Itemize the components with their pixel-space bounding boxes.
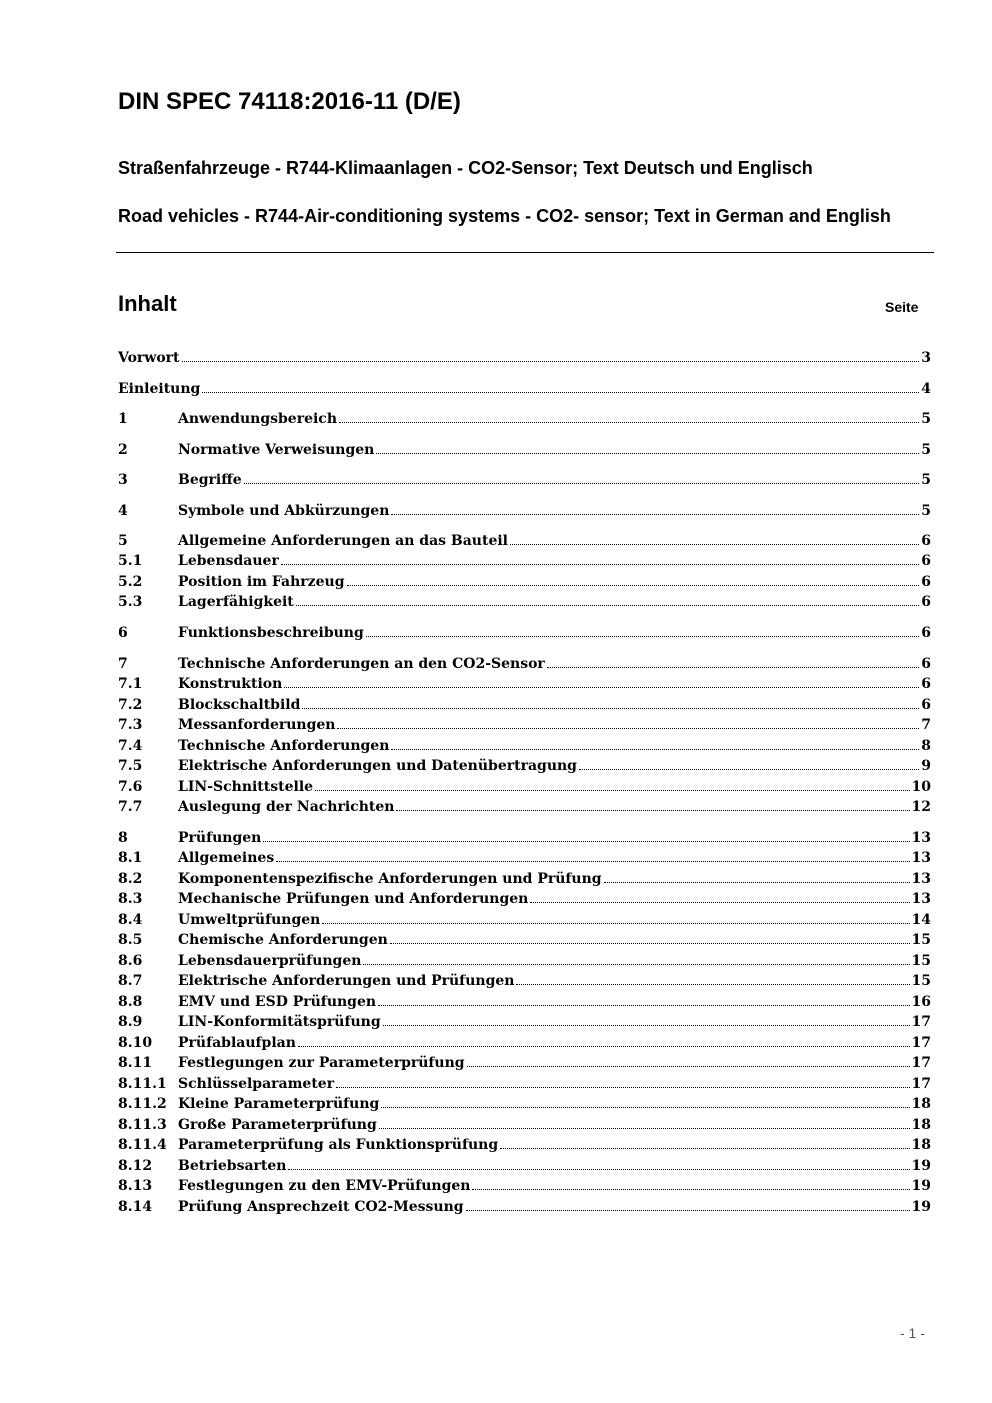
toc-entry-label: Lebensdauerprüfungen [178, 953, 362, 969]
toc-dot-leader [263, 841, 909, 842]
toc-entry-number: 8.1 [118, 850, 143, 866]
toc-entry-label: Parameterprüfung als Funktionsprüfung [178, 1137, 499, 1153]
subtitle-german: Straßenfahrzeuge - R744-Klimaanlagen - CO2-Sensor; Text Deutsch und Englisch [118, 158, 813, 178]
toc-entry-label: Allgemeines [178, 850, 275, 866]
toc-entry[interactable] [118, 624, 931, 643]
toc-entry-page: 18 [911, 1137, 931, 1153]
toc-entry[interactable] [118, 757, 931, 776]
toc-entry-page: 18 [911, 1096, 931, 1112]
toc-entry-label: Lagerfähigkeit [178, 594, 294, 610]
toc-entry-page: 5 [921, 503, 931, 519]
toc-entry-page: 6 [921, 574, 931, 590]
toc-entry[interactable] [118, 911, 931, 930]
toc-entry-page: 6 [921, 533, 931, 549]
toc-entry[interactable] [118, 1116, 931, 1135]
toc-entry-number: 8.9 [118, 1014, 143, 1030]
toc-entry-page: 15 [911, 932, 931, 948]
toc-dot-leader [288, 1169, 909, 1170]
toc-entry-label: Mechanische Prüfungen und Anforderungen [178, 891, 529, 907]
toc-entry[interactable] [118, 593, 931, 612]
toc-entry-label: Technische Anforderungen an den CO2-Sensor [178, 656, 545, 672]
toc-entry-label: Elektrische Anforderungen und Prüfungen [178, 973, 515, 989]
toc-dot-leader [376, 453, 919, 454]
toc-entry-label: Festlegungen zur Parameterprüfung [178, 1055, 465, 1071]
toc-entry[interactable] [118, 993, 931, 1012]
toc-entry[interactable] [118, 1136, 931, 1155]
toc-entry[interactable] [118, 1157, 931, 1176]
toc-entry-page: 13 [911, 830, 931, 846]
toc-entry-page: 18 [911, 1117, 931, 1133]
toc-entry-label: Funktionsbeschreibung [178, 625, 364, 641]
toc-entry-label: Prüfablaufplan [178, 1035, 296, 1051]
toc-entry[interactable] [118, 696, 931, 715]
toc-entry-label: Allgemeine Anforderungen an das Bauteil [178, 533, 508, 549]
toc-dot-leader [202, 392, 919, 393]
toc-dot-leader [298, 1046, 910, 1047]
toc-dot-leader [396, 810, 909, 811]
toc-entry-label: LIN-Konformitätsprüfung [178, 1014, 381, 1030]
toc-dot-leader [547, 667, 919, 668]
toc-entry[interactable] [118, 380, 931, 399]
toc-dot-leader [472, 1189, 909, 1190]
toc-dot-leader [296, 605, 919, 606]
toc-entry-number: 8.11.2 [118, 1096, 167, 1112]
toc-dot-leader [467, 1066, 910, 1067]
toc-dot-leader [579, 769, 919, 770]
toc-dot-leader [363, 964, 909, 965]
toc-dot-leader [381, 1107, 909, 1108]
toc-entry-page: 17 [911, 1035, 931, 1051]
toc-entry-page: 6 [921, 625, 931, 641]
toc-entry-label: Position im Fahrzeug [178, 574, 345, 590]
toc-entry-page: 19 [911, 1158, 931, 1174]
toc-entry-number: 8.4 [118, 912, 143, 928]
toc-entry[interactable] [118, 573, 931, 592]
toc-entry-page: 16 [911, 994, 931, 1010]
toc-entry[interactable] [118, 952, 931, 971]
toc-entry[interactable] [118, 870, 931, 889]
toc-entry-label: Prüfung Ansprechzeit CO2-Messung [178, 1199, 464, 1215]
toc-entry-page: 9 [921, 758, 931, 774]
toc-entry-label: Blockschaltbild [178, 697, 301, 713]
toc-entry[interactable] [118, 1013, 931, 1032]
document-title: DIN SPEC 74118:2016-11 (D/E) [118, 88, 461, 115]
toc-dot-leader [339, 422, 919, 423]
toc-dot-leader [281, 564, 919, 565]
toc-entry-page: 3 [921, 350, 931, 366]
toc-entry-label: LIN-Schnittstelle [178, 779, 314, 795]
toc-entry[interactable] [118, 849, 931, 868]
title-divider [116, 252, 934, 253]
toc-entry-number: 7.5 [118, 758, 143, 774]
toc-entry-page: 15 [911, 973, 931, 989]
toc-entry-label: Anwendungsbereich [178, 411, 337, 427]
toc-dot-leader [604, 882, 910, 883]
toc-entry-label: Technische Anforderungen [178, 738, 390, 754]
toc-entry[interactable] [118, 890, 931, 909]
toc-entry-page: 6 [921, 553, 931, 569]
toc-dot-leader [378, 1005, 909, 1006]
toc-entry-number: 8.11.4 [118, 1137, 167, 1153]
toc-entry[interactable] [118, 1075, 931, 1094]
toc-entry-label: Einleitung [118, 381, 201, 397]
toc-dot-leader [530, 902, 909, 903]
toc-entry-number: 8.11.1 [118, 1076, 167, 1092]
toc-entry-page: 14 [911, 912, 931, 928]
toc-dot-leader [391, 514, 919, 515]
toc-entry-label: Festlegungen zu den EMV-Prüfungen [178, 1178, 471, 1194]
toc-entry[interactable] [118, 471, 931, 490]
toc-heading: Inhalt [118, 291, 177, 316]
toc-dot-leader [500, 1148, 909, 1149]
toc-entry-page: 6 [921, 676, 931, 692]
toc-dot-leader [390, 943, 910, 944]
toc-dot-leader [379, 1128, 910, 1129]
toc-dot-leader [347, 585, 920, 586]
toc-entry[interactable] [118, 931, 931, 950]
toc-entry-label: Große Parameterprüfung [178, 1117, 377, 1133]
toc-entry-number: 5 [118, 533, 128, 549]
toc-entry-page: 6 [921, 697, 931, 713]
toc-dot-leader [302, 708, 919, 709]
toc-entry-number: 5.3 [118, 594, 143, 610]
toc-entry[interactable] [118, 778, 931, 797]
toc-entry-number: 8.13 [118, 1178, 153, 1194]
toc-entry-page: 15 [911, 953, 931, 969]
toc-entry-label: Vorwort [118, 350, 180, 366]
toc-entry-page: 5 [921, 411, 931, 427]
toc-dot-leader [366, 636, 919, 637]
toc-entry-label: Chemische Anforderungen [178, 932, 388, 948]
toc-entry-label: Normative Verweisungen [178, 442, 375, 458]
toc-entry-page: 6 [921, 656, 931, 672]
toc-entry-label: Lebensdauer [178, 553, 279, 569]
toc-entry[interactable] [118, 675, 931, 694]
toc-entry-number: 5.1 [118, 553, 143, 569]
toc-entry-page: 19 [911, 1178, 931, 1194]
toc-dot-leader [510, 544, 919, 545]
toc-entry-page: 17 [911, 1014, 931, 1030]
toc-entry-page: 12 [911, 799, 931, 815]
toc-entry-number: 7.1 [118, 676, 143, 692]
toc-entry-number: 8.10 [118, 1035, 153, 1051]
toc-entry[interactable] [118, 798, 931, 817]
toc-entry-number: 8.14 [118, 1199, 153, 1215]
toc-dot-leader [466, 1210, 910, 1211]
toc-entry-label: Schlüsselparameter [178, 1076, 335, 1092]
toc-entry-number: 8.3 [118, 891, 143, 907]
toc-entry[interactable] [118, 655, 931, 674]
toc-entry-number: 7.7 [118, 799, 143, 815]
toc-entry[interactable] [118, 737, 931, 756]
toc-entry-label: Auslegung der Nachrichten [178, 799, 395, 815]
toc-entry-number: 7 [118, 656, 128, 672]
toc-dot-leader [516, 984, 909, 985]
toc-entry-number: 6 [118, 625, 128, 641]
toc-entry-label: Betriebsarten [178, 1158, 287, 1174]
toc-entry[interactable] [118, 1034, 931, 1053]
toc-entry-page: 6 [921, 594, 931, 610]
toc-entry-page: 5 [921, 472, 931, 488]
toc-entry-number: 7.6 [118, 779, 143, 795]
toc-dot-leader [284, 687, 919, 688]
toc-entry-number: 8.2 [118, 871, 143, 887]
toc-entry-page: 8 [921, 738, 931, 754]
toc-entry-number: 1 [118, 411, 128, 427]
toc-entry-number: 5.2 [118, 574, 143, 590]
toc-entry-page: 7 [921, 717, 931, 733]
toc-entry-page: 13 [911, 850, 931, 866]
toc-entry[interactable] [118, 1198, 931, 1217]
subtitle-english: Road vehicles - R744-Air-conditioning systems - CO2- sensor; Text in German and English [118, 206, 891, 226]
toc-entry[interactable] [118, 829, 931, 848]
toc-dot-leader [391, 749, 919, 750]
toc-entry-label: Begriffe [178, 472, 242, 488]
toc-entry-number: 7.4 [118, 738, 143, 754]
toc-entry-number: 7.3 [118, 717, 143, 733]
toc-entry[interactable] [118, 552, 931, 571]
toc-dot-leader [383, 1025, 910, 1026]
toc-entry-label: Messanforderungen [178, 717, 336, 733]
toc-entry[interactable] [118, 1054, 931, 1073]
toc-dot-leader [244, 483, 920, 484]
toc-entry-page: 4 [921, 381, 931, 397]
toc-entry-page: 17 [911, 1055, 931, 1071]
toc-dot-leader [336, 1087, 909, 1088]
toc-dot-leader [337, 728, 919, 729]
toc-entry-label: Symbole und Abkürzungen [178, 503, 390, 519]
toc-entry-page: 19 [911, 1199, 931, 1215]
toc-entry-number: 8.8 [118, 994, 143, 1010]
toc-entry-number: 8.11 [118, 1055, 153, 1071]
toc-entry-label: Umweltprüfungen [178, 912, 321, 928]
toc-entry-label: Elektrische Anforderungen und Datenübertragung [178, 758, 577, 774]
toc-entry-number: 3 [118, 472, 128, 488]
toc-entry[interactable] [118, 532, 931, 551]
toc-entry-page: 13 [911, 871, 931, 887]
toc-entry[interactable] [118, 502, 931, 521]
toc-entry[interactable] [118, 716, 931, 735]
toc-entry-number: 8 [118, 830, 128, 846]
toc-entry[interactable] [118, 1095, 931, 1114]
toc-entry-page: 17 [911, 1076, 931, 1092]
toc-entry[interactable] [118, 410, 931, 429]
toc-entry-number: 8.5 [118, 932, 143, 948]
toc-entry-label: EMV und ESD Prüfungen [178, 994, 377, 1010]
toc-entry-number: 8.11.3 [118, 1117, 167, 1133]
toc-entry-page: 13 [911, 891, 931, 907]
toc-entry[interactable] [118, 349, 931, 368]
toc-dot-leader [182, 361, 920, 362]
toc-dot-leader [276, 861, 909, 862]
toc-entry-number: 8.7 [118, 973, 143, 989]
toc-entry[interactable] [118, 441, 931, 460]
page-number: - 1 - [900, 1325, 925, 1341]
toc-entry-number: 8.12 [118, 1158, 153, 1174]
toc-entry[interactable] [118, 972, 931, 991]
toc-entry-label: Prüfungen [178, 830, 262, 846]
toc-entry-page: 10 [911, 779, 931, 795]
toc-entry-number: 8.6 [118, 953, 143, 969]
toc-entry[interactable] [118, 1177, 931, 1196]
toc-dot-leader [315, 790, 909, 791]
toc-entry-label: Konstruktion [178, 676, 283, 692]
toc-entry-label: Komponentenspezifische Anforderungen und Prüfung [178, 871, 602, 887]
toc-entry-number: 7.2 [118, 697, 143, 713]
toc-entry-number: 2 [118, 442, 128, 458]
toc-page-column-label: Seite [885, 299, 919, 315]
toc-entry-page: 5 [921, 442, 931, 458]
toc-dot-leader [322, 923, 909, 924]
toc-entry-number: 4 [118, 503, 128, 519]
toc-entry-label: Kleine Parameterprüfung [178, 1096, 380, 1112]
